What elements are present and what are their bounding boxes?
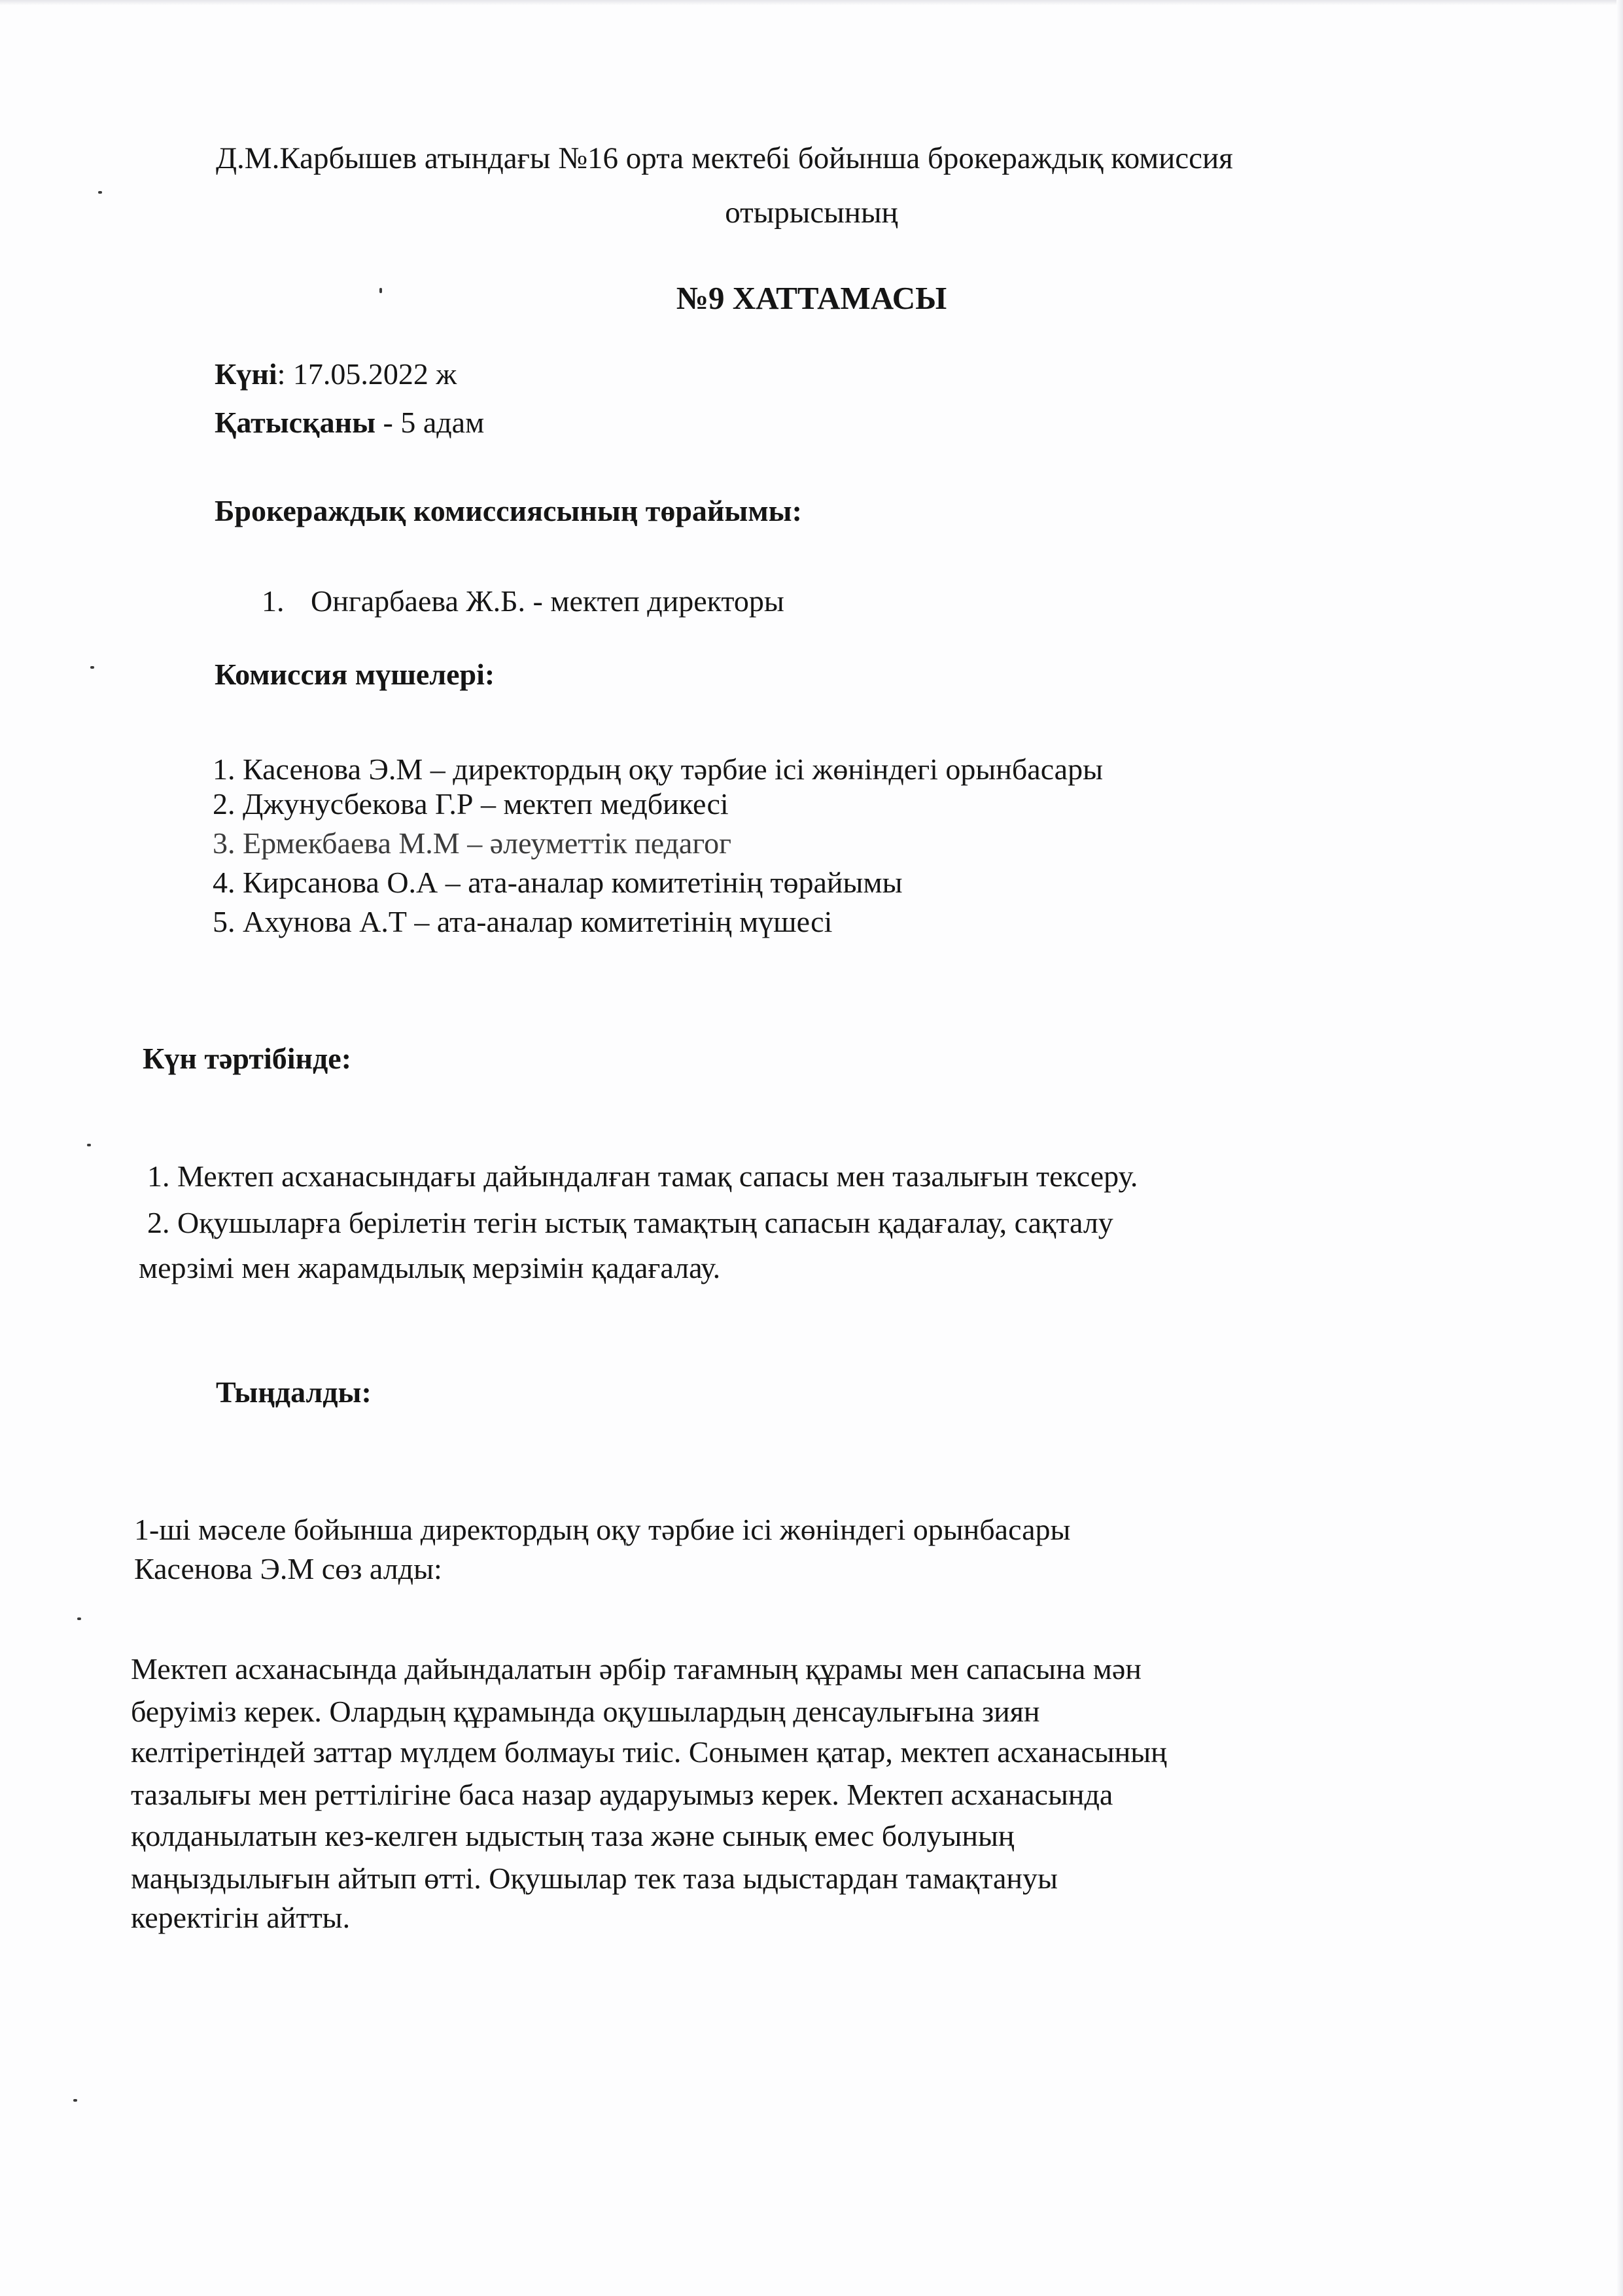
member-item: 5. Ахунова А.Т – ата-аналар комитетінің мүшесі xyxy=(213,905,833,938)
member-item: 1. Касенова Э.М – директордың оқу тәрбие ісі жөніндегі орынбасары xyxy=(213,752,1103,786)
scan-speck xyxy=(87,1144,91,1146)
listened-intro-line: Касенова Э.М сөз алды: xyxy=(134,1552,442,1585)
agenda-line: 1. Мектеп асханасындағы дайындалған тамақ сапасы мен тазалығын тексеру. xyxy=(147,1159,1138,1193)
scan-speck xyxy=(73,2099,77,2102)
agenda-heading: Күн тәртібінде: xyxy=(143,1042,352,1075)
listened-heading: Тыңдалды: xyxy=(216,1375,372,1409)
listened-body-line: керектігін айтты. xyxy=(131,1901,351,1934)
meeting-date xyxy=(215,357,457,392)
scan-edge-right xyxy=(1616,0,1623,2296)
chair-heading: Брокераждық комиссиясының төрайымы: xyxy=(215,494,802,527)
agenda-line: мерзімі мен жарамдылық мерзімін қадағалау. xyxy=(139,1251,721,1284)
member-item: 2. Джунусбекова Г.Р – мектеп медбикесі xyxy=(213,787,729,821)
scan-speck xyxy=(98,191,102,194)
attended-value: - 5 адам xyxy=(375,406,485,439)
member-item: 3. Ермекбаева М.М – әлеуметтік педагог xyxy=(213,826,731,860)
chair-number: 1. xyxy=(262,584,285,618)
chair-name: Онгарбаева Ж.Б. - мектеп директоры xyxy=(311,584,784,618)
date-label: Күні xyxy=(215,357,277,391)
listened-body-line: маңыздылығын айтып өтті. Оқушылар тек таза ыдыстардан тамақтануы xyxy=(131,1862,1058,1895)
attendance-count xyxy=(215,406,484,440)
members-heading: Комиссия мүшелері: xyxy=(215,658,495,691)
attended-label: Қатысқаны xyxy=(215,406,376,439)
document-header-line-1: Д.М.Карбышев атындағы №16 орта мектебі бойынша брокераждық комиссия xyxy=(216,141,1233,175)
document-header-line-2: отырысының xyxy=(725,196,898,230)
date-value: : 17.05.2022 ж xyxy=(277,357,457,391)
listened-body-line: келтіретіндей заттар мүлдем болмауы тиіс. Сонымен қатар, мектеп асханасының xyxy=(131,1735,1167,1769)
scan-speck xyxy=(90,666,94,669)
protocol-title: №9 ХАТТАМАСЫ xyxy=(676,280,947,316)
listened-intro-line: 1-ші мәселе бойынша директордың оқу тәрбие ісі жөніндегі орынбасары xyxy=(134,1513,1071,1546)
scan-speck xyxy=(77,1617,81,1620)
listened-body-line: қолданылатын кез-келген ыдыстың таза және сынық емес болуының xyxy=(131,1819,1015,1852)
listened-body-line: беруіміз керек. Олардың құрамында оқушылардың денсаулығына зиян xyxy=(131,1695,1040,1728)
member-item: 4. Кирсанова О.А – ата-аналар комитетінің төрайымы xyxy=(213,866,903,899)
listened-body-line: тазалығы мен реттілігіне баса назар аударуымыз керек. Мектеп асханасында xyxy=(131,1778,1113,1811)
agenda-line: 2. Оқушыларға берілетін тегін ыстық тамақтың сапасын қадағалау, сақталу xyxy=(147,1206,1113,1239)
listened-body-line: Мектеп асханасында дайындалатын әрбір тағамның құрамы мен сапасына мән xyxy=(131,1652,1142,1686)
scan-edge-top xyxy=(0,0,1623,5)
